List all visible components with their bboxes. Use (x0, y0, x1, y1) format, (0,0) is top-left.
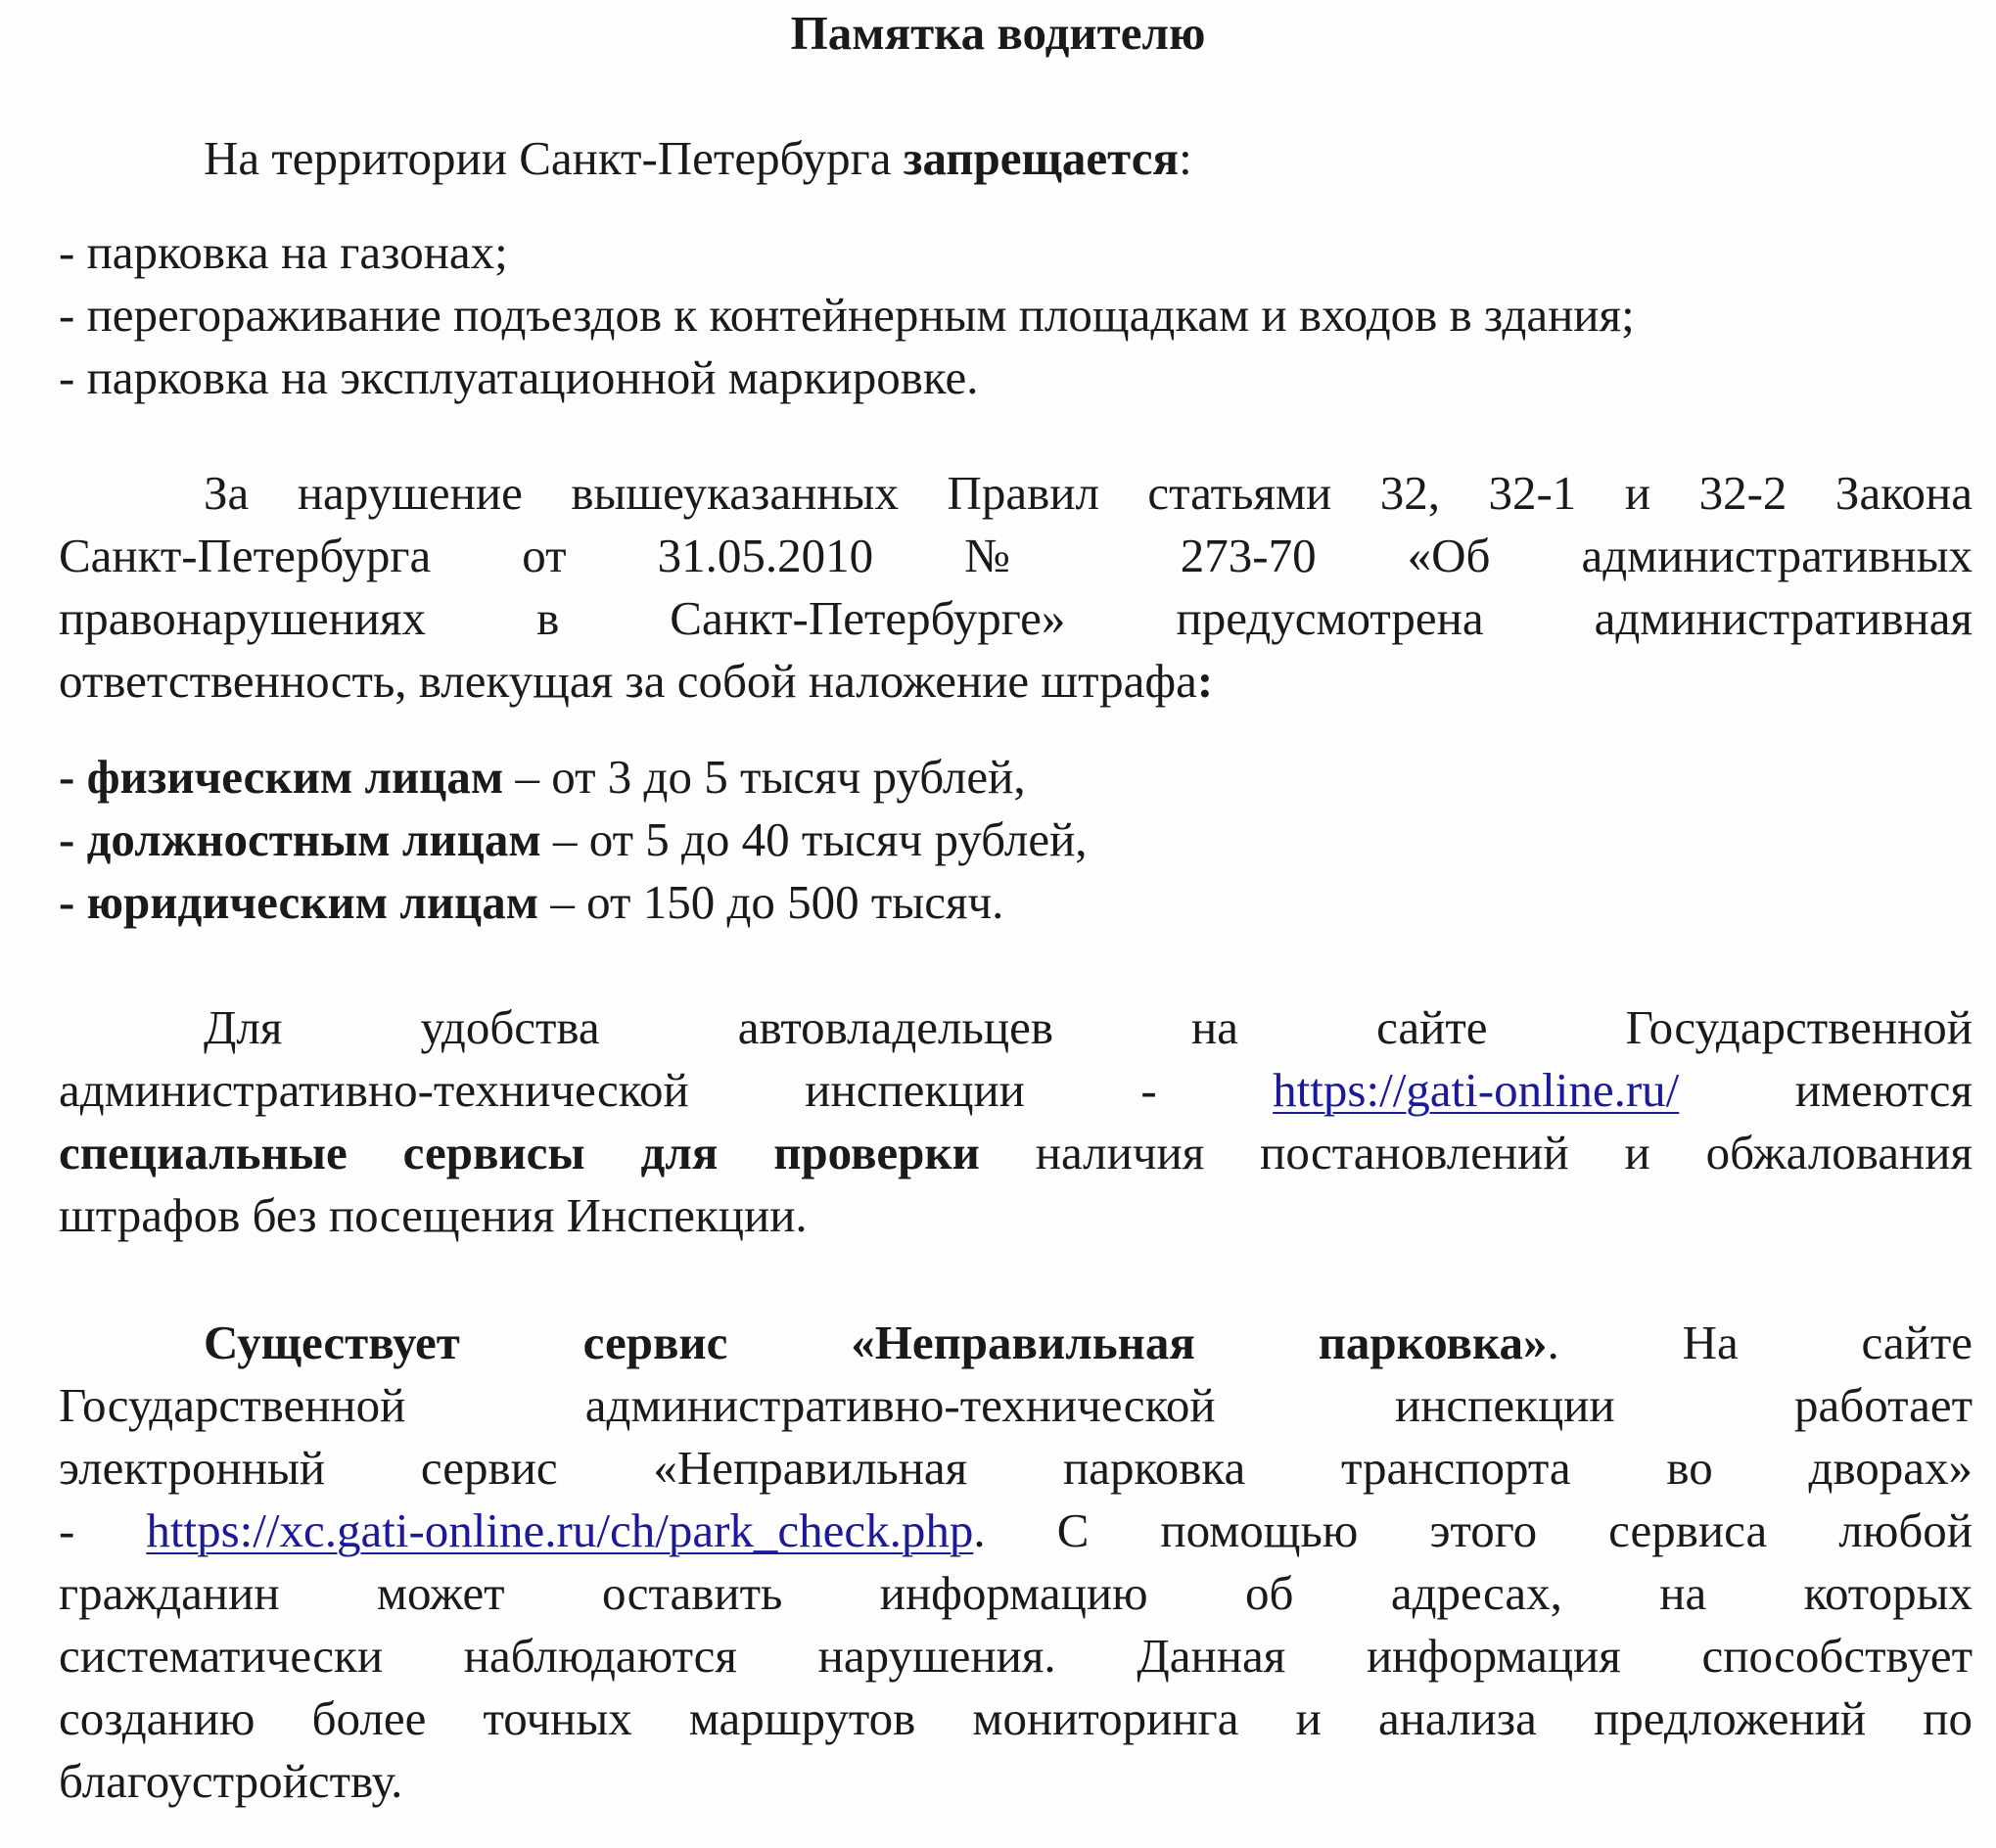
fines-list (59, 746, 1973, 934)
liability-paragraph (59, 462, 1973, 713)
intro-text: На территории Санкт-Петербурга (204, 131, 904, 185)
fine-amount: – от 3 до 5 тысяч рублей, (503, 750, 1026, 804)
parking-line: благоустройству. (59, 1754, 403, 1808)
services-line: наличия постановлений и обжалования (979, 1126, 1973, 1179)
services-paragraph (59, 996, 1973, 1247)
fine-amount: – от 150 до 500 тысяч. (538, 875, 1004, 929)
parking-line: систематически наблюдаются нарушения. Данная информация способствует (59, 1629, 1973, 1683)
liability-line: За нарушение вышеуказанных Правил статьями 32, 32-1 и 32-2 Закона (204, 466, 1973, 520)
document-title: Памятка водителю (790, 6, 1206, 60)
liability-line: ответственность, влекущая за собой наложение штрафа (59, 654, 1197, 708)
parking-line: . На сайте (1547, 1316, 1973, 1369)
services-line: Для удобства автовладельцев на сайте Государственной (204, 1000, 1973, 1054)
liability-line: правонарушениях в Санкт-Петербурге» предусмотрена административная (59, 591, 1973, 645)
parking-line: Государственной административно-технической инспекции работает (59, 1378, 1973, 1432)
list-item: - парковка на эксплуатационной маркировке. (59, 350, 979, 404)
fine-amount: – от 5 до 40 тысяч рублей, (540, 812, 1088, 866)
parking-line: гражданин может оставить информацию об адресах, на которых (59, 1566, 1973, 1620)
parking-line: . С помощью этого сервиса любой (973, 1503, 1973, 1557)
list-item (59, 871, 1973, 934)
intro-bold: запрещается (903, 131, 1180, 185)
prohibitions-list (59, 221, 1973, 409)
services-line: штрафов без посещения Инспекции. (59, 1188, 808, 1242)
list-item (59, 808, 1973, 871)
parking-line: электронный сервис «Неправильная парковка транспорта во дворах» (59, 1441, 1973, 1495)
fine-category: - юридическим лицам (59, 875, 539, 929)
services-line: административно-технической инспекции - (59, 1063, 1274, 1117)
liability-colon: : (1196, 654, 1214, 708)
gati-site-link[interactable]: https://gati-online.ru/ (1273, 1063, 1680, 1117)
list-item: - перегораживание подъездов к контейнерным площадкам и входов в здания; (59, 288, 1635, 342)
park-check-link[interactable]: https://xc.gati-online.ru/ch/park_check.php (146, 1503, 974, 1557)
list-item: - парковка на газонах; (59, 225, 508, 279)
intro-end: : (1179, 131, 1192, 185)
list-item (59, 746, 1973, 808)
liability-line: Санкт-Петербурга от 31.05.2010 № 273-70 «Об административных (59, 529, 1973, 582)
parking-service-paragraph (59, 1312, 1973, 1813)
parking-line: - (59, 1503, 147, 1557)
services-line: имеются (1679, 1063, 1973, 1117)
fine-category: - должностным лицам (59, 812, 541, 866)
fine-category: - физическим лицам (59, 750, 504, 804)
intro-paragraph (59, 127, 1973, 190)
services-bold: специальные сервисы для проверки (59, 1126, 980, 1179)
parking-line: созданию более точных маршрутов мониторинга и анализа предложений по (59, 1691, 1973, 1745)
parking-service-bold: Существует сервис «Неправильная парковка» (204, 1316, 1548, 1369)
